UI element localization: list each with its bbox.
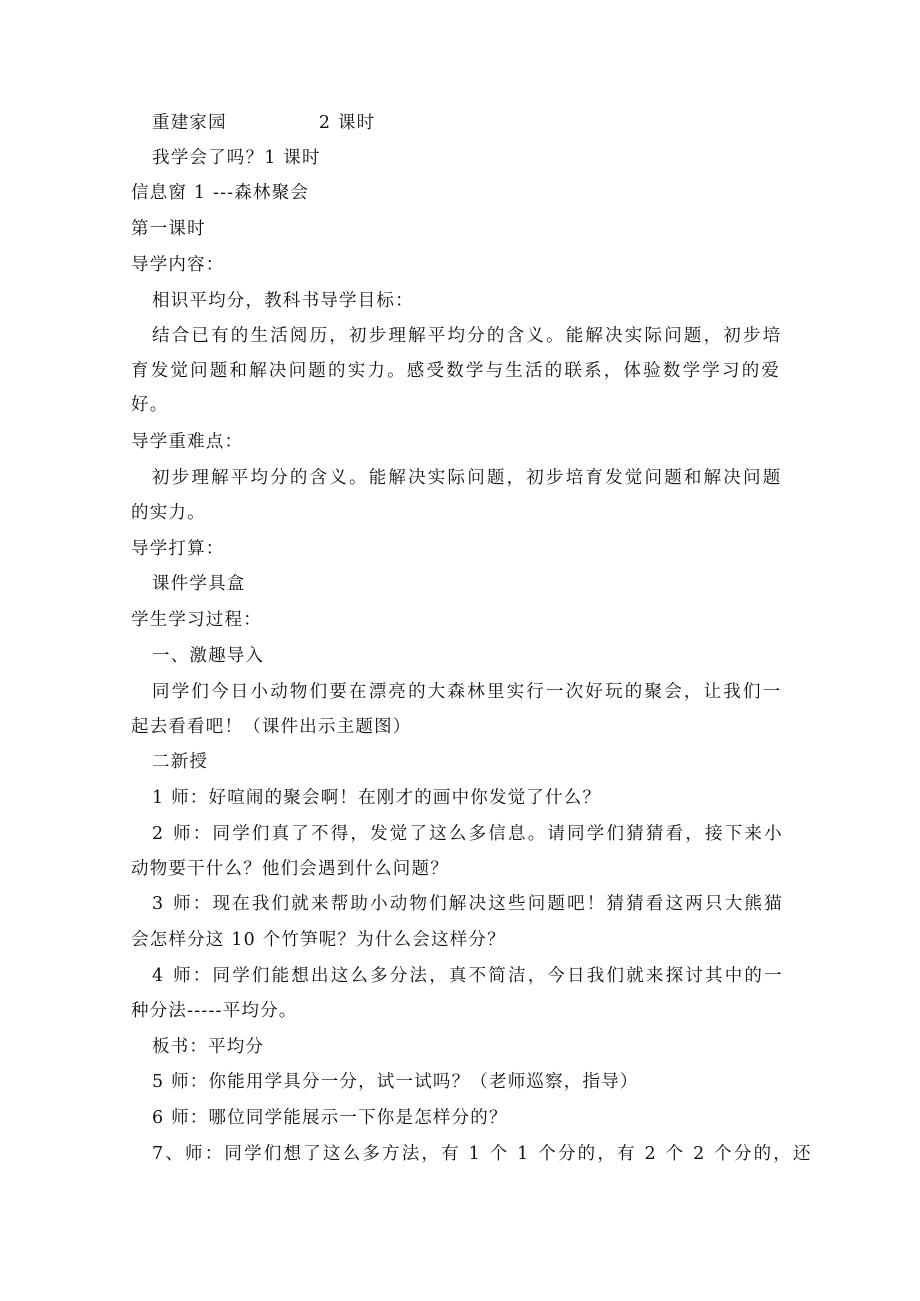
paragraph-line: 育发觉问题和解决问题的实力。感受数学与生活的联系，体验数学学习的爱: [131, 361, 782, 381]
text-line: 我学会了吗？1 课时: [152, 148, 321, 168]
paragraph-line: 2 师：同学们真了不得，发觉了这么多信息。请同学们猜猜看，接下来小: [152, 824, 784, 844]
paragraph-line: 动物要干什么？他们会遇到什么问题？: [131, 859, 449, 879]
paragraph-line: 的实力。: [131, 503, 206, 523]
paragraph-line: 7、师：同学们想了这么多方法，有 1 个 1 个分的，有 2 个 2 个分的，还: [152, 1144, 813, 1164]
text-line: 板书：平均分: [152, 1037, 265, 1057]
section-heading: 导学内容：: [131, 255, 225, 275]
paragraph-line: 种分法-----平均分。: [131, 1001, 298, 1021]
text-line: 1 师：好喧闹的聚会啊！在刚才的画中你发觉了什么？: [152, 788, 602, 808]
section-heading: 信息窗 1 ---森林聚会: [131, 183, 310, 203]
paragraph-line: 同学们今日小动物们要在漂亮的大森林里实行一次好玩的聚会，让我们一: [152, 682, 783, 702]
text-line: [152, 112, 375, 134]
text-line: 5 师：你能用学具分一分，试一试吗？（老师巡察，指导）: [152, 1072, 639, 1092]
section-heading: 第一课时: [131, 219, 206, 239]
section-heading: 导学重难点：: [131, 432, 244, 452]
paragraph-line: 会怎样分这 10 个竹笋呢？为什么会这样分？: [131, 930, 506, 950]
text-line: 6 师：哪位同学能展示一下你是怎样分的？: [152, 1108, 508, 1128]
text-line: 一、激趣导入: [152, 646, 265, 666]
lesson-hours: 2 课时: [318, 113, 376, 133]
text-line: 课件学具盒: [152, 574, 246, 594]
paragraph-line: 3 师：现在我们就来帮助小动物们解决这些问题吧！猜猜看这两只大熊猫: [152, 894, 784, 914]
paragraph-line: 结合已有的生活阅历，初步理解平均分的含义。能解决实际问题，初步培: [152, 326, 783, 346]
section-heading: 学生学习过程：: [131, 610, 262, 630]
text-line: 相识平均分，教科书导学目标：: [152, 291, 414, 311]
paragraph-line: 好。: [131, 395, 169, 415]
paragraph-line: 4 师：同学们能想出这么多分法，真不简洁，今日我们就来探讨其中的一: [152, 966, 784, 986]
paragraph-line: 初步理解平均分的含义。能解决实际问题，初步培育发觉问题和解决问题: [152, 468, 783, 488]
lesson-title: 重建家园: [152, 113, 227, 133]
section-heading: 导学打算：: [131, 539, 225, 559]
text-line: 二新授: [152, 752, 209, 772]
paragraph-line: 起去看看吧！（课件出示主题图）: [131, 717, 412, 737]
